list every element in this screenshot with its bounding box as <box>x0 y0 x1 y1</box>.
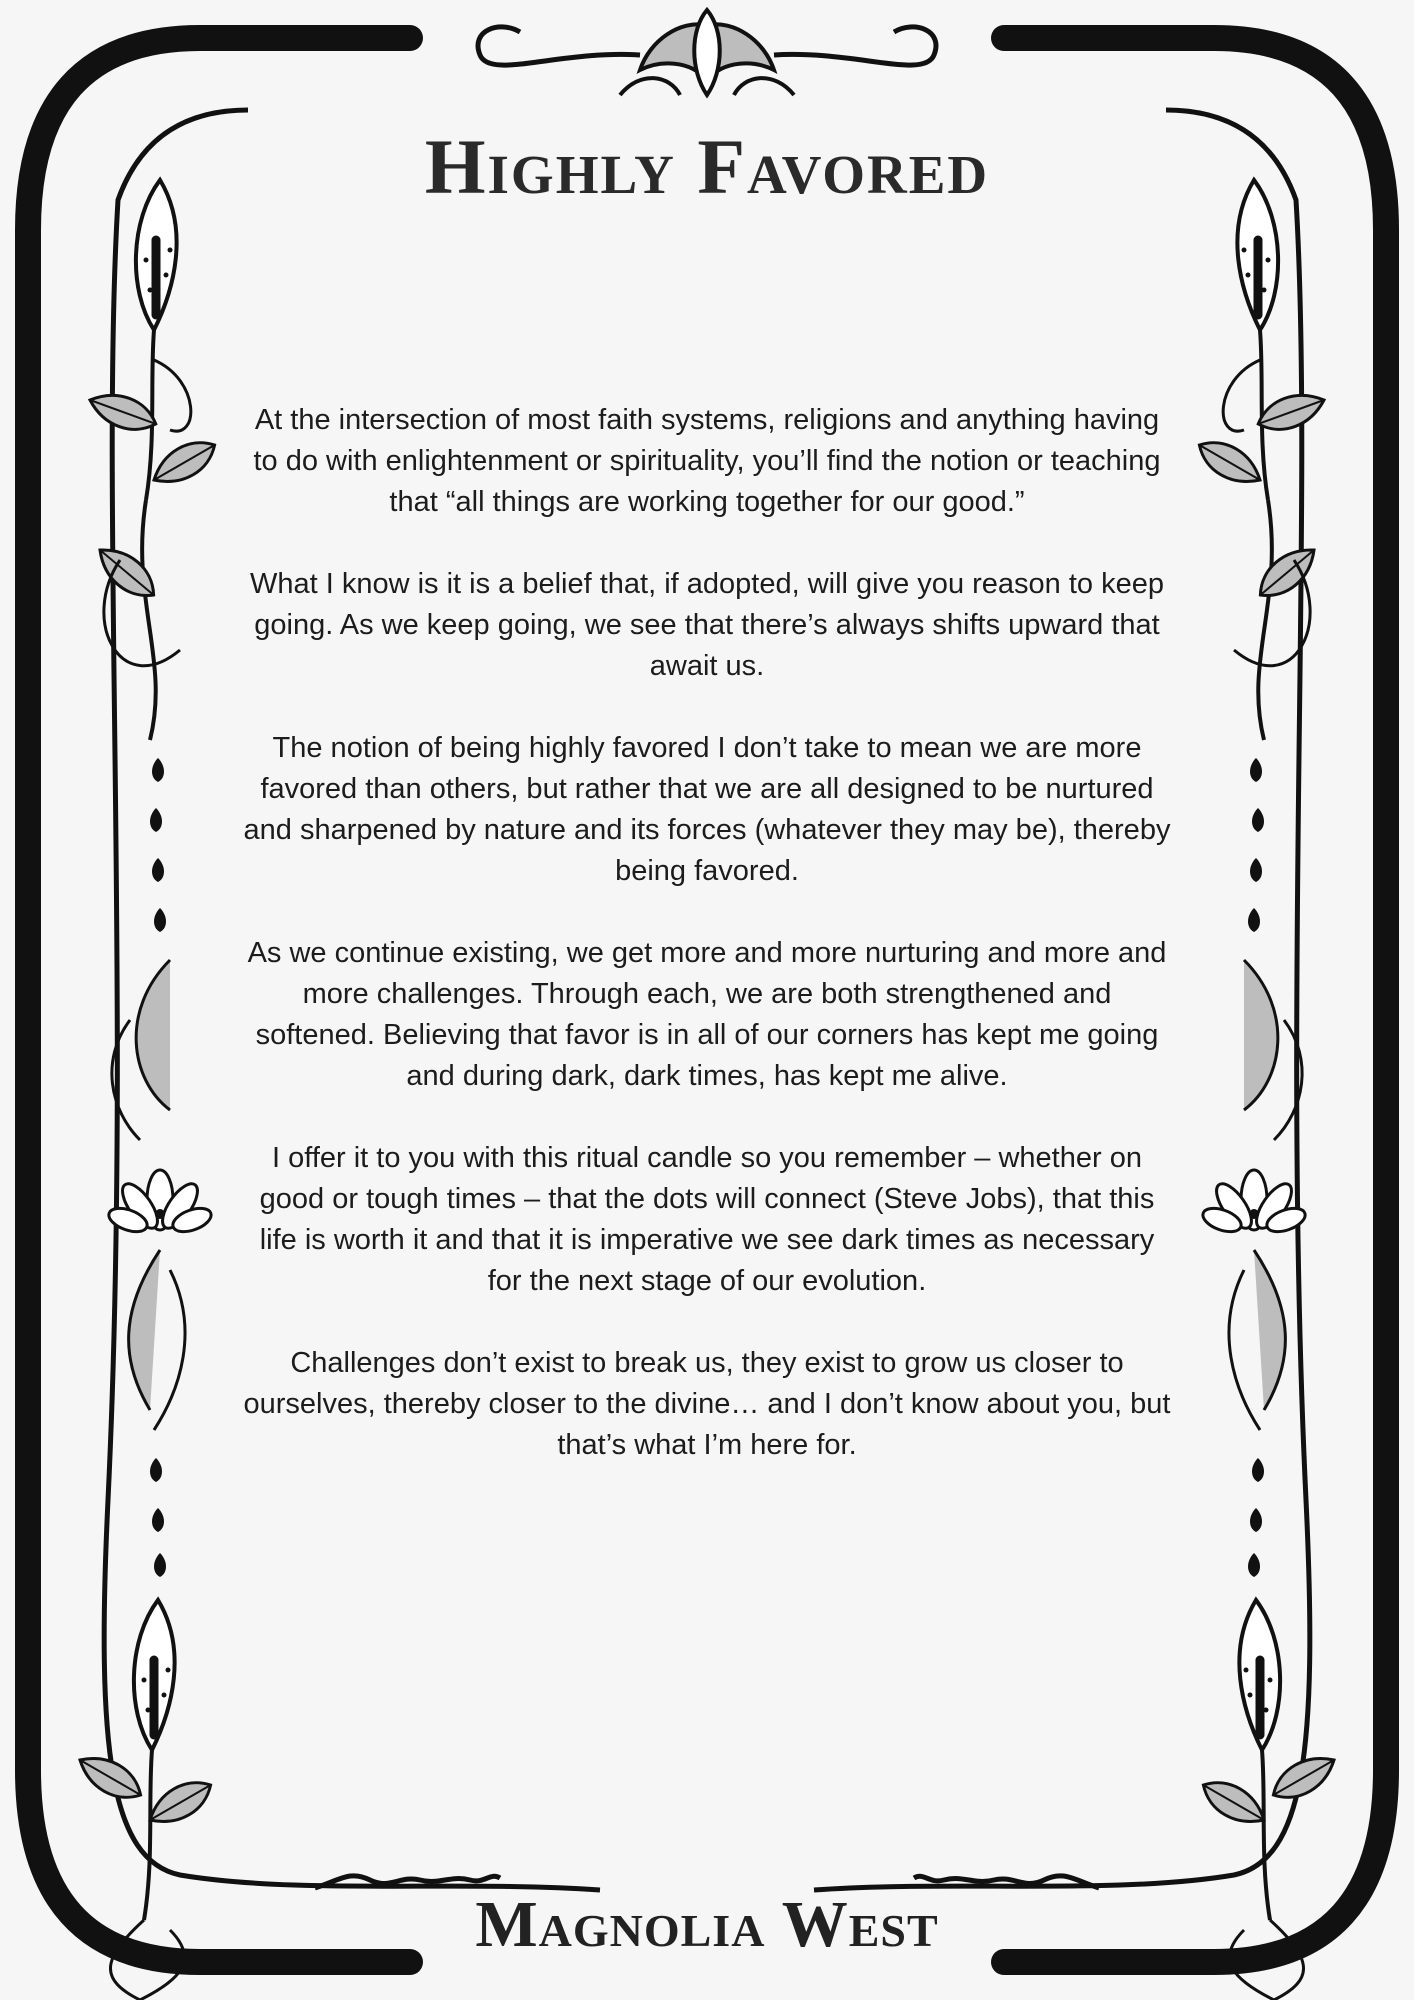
paragraph: Challenges don’t exist to break us, they exist to grow us closer to ourselves, thereby closer to the divine… and I don’t know about you, but that’s what I’m here for. <box>243 1347 1171 1461</box>
paragraph: I offer it to you with this ritual candle so you remember – whether on good or tough times – that the dots will connect (Steve Jobs), that this life is worth it and that it is imperative we see dark times as necessary for the next stage of our evolution. <box>259 1142 1155 1297</box>
left-floral-vine <box>73 180 223 2000</box>
paragraph: What I know is it is a belief that, if adopted, will give you reason to keep going. As we keep going, we see that there’s always shifts upward that await us. <box>250 568 1164 682</box>
paragraph: At the intersection of most faith systems, religions and anything having to do with enlightenment or spirituality, you’ll find the notion or teaching that “all things are working together for our good.” <box>253 404 1161 518</box>
page-title: Highly Favored <box>424 123 990 210</box>
ornament-flourish-icon <box>478 10 936 95</box>
body-text <box>240 400 1174 1507</box>
right-floral-vine <box>1192 180 1342 2000</box>
paragraph: As we continue existing, we get more and more nurturing and more and more challenges. Through each, we are both strengthened and softened. Believing that favor is in all of our corners has kept me going and during dark, dark times, has kept me alive. <box>247 937 1167 1092</box>
brand-logo: Magnolia West <box>475 1888 939 1961</box>
paragraph: The notion of being highly favored I don’t take to mean we are more favored than others, but rather that we are all designed to be nurtured and sharpened by nature and its forces (whatever they may be), thereby being favored. <box>243 732 1171 887</box>
